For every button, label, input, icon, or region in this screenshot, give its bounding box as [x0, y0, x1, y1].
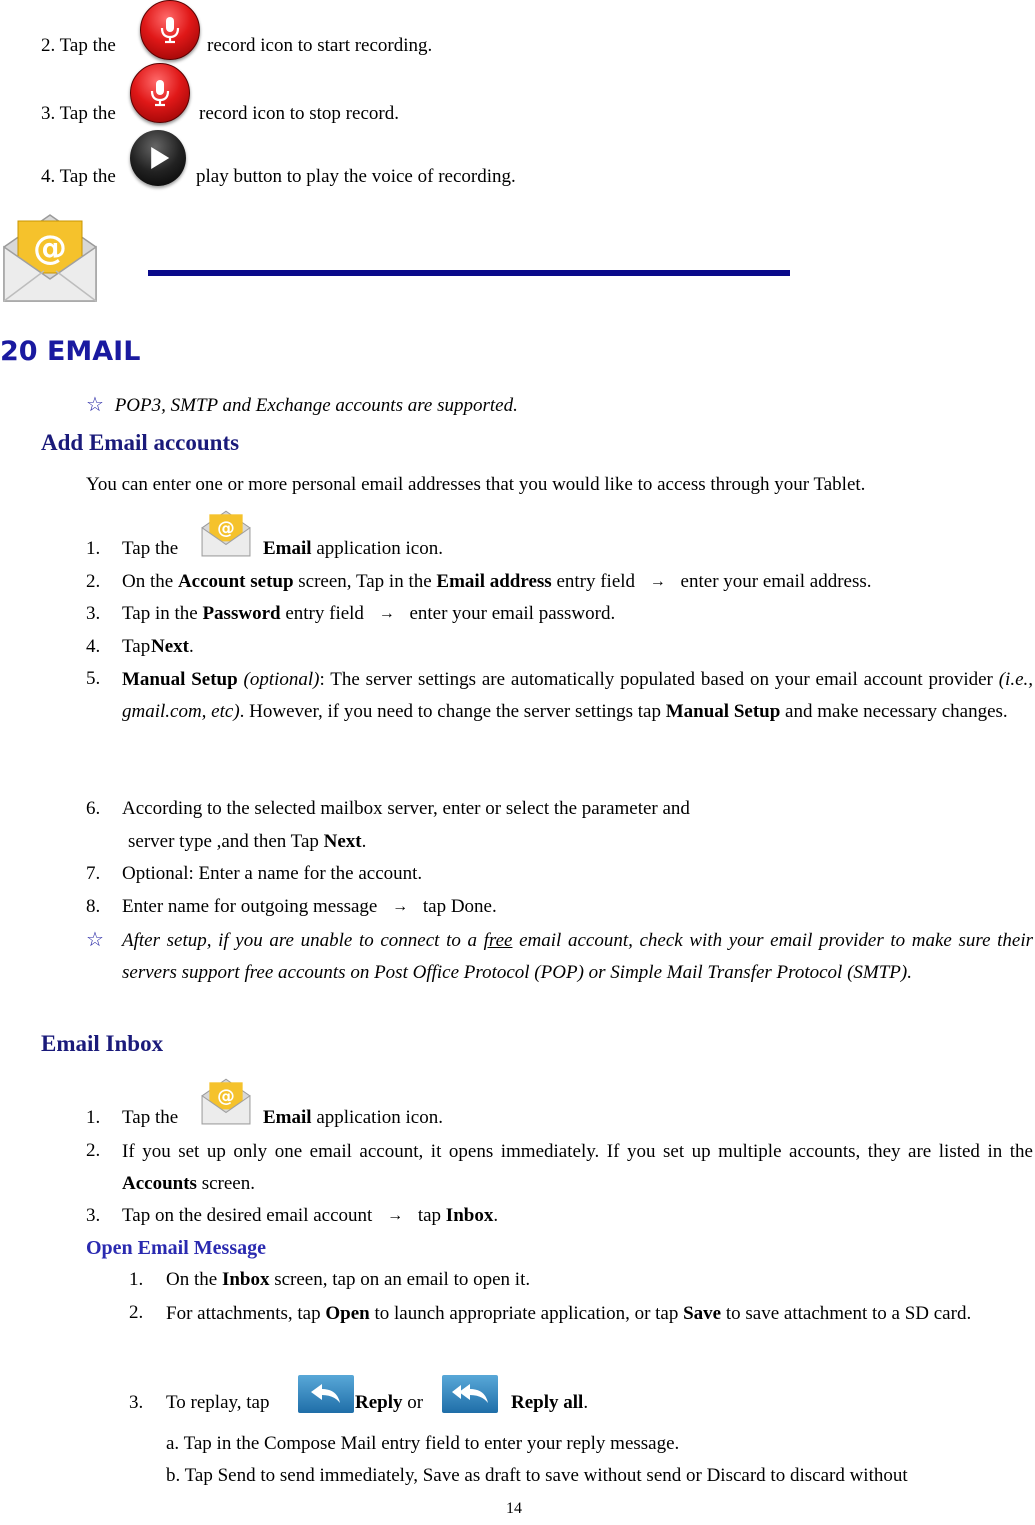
arrow-icon: → — [649, 573, 666, 590]
add-step-2: On the Account setup screen, Tap in the Email address entry field → enter your email address. — [122, 571, 872, 592]
inbox-step-1: Tap the — [122, 1107, 179, 1128]
svg-text:@: @ — [217, 1087, 235, 1108]
email-app-icon — [200, 507, 252, 557]
step-stop-recording: 3. Tap the — [41, 103, 116, 124]
open-step-2: For attachments, tap Open to launch appropriate application, or tap Save to save attachment to a SD card. — [166, 1303, 972, 1324]
step-start-recording-text: record icon to start recording. — [207, 35, 433, 56]
step-play-recording: 4. Tap the — [41, 166, 116, 187]
reply-substep-a: a. Tap in the Compose Mail entry field to enter your reply message. — [166, 1433, 680, 1454]
add-accounts-heading: Add Email accounts — [41, 430, 240, 455]
add-step-5: Manual Setup (optional): The server settings are automatically populated based on your email account provider (i.e., gmail.com, etc). However, if you need to change the server settings tap Manual Setup and make necessary changes. — [122, 669, 1034, 722]
inbox-step-3: Tap on the desired email account → tap Inbox. — [122, 1205, 499, 1226]
section-title: 20 EMAIL — [0, 336, 141, 367]
page-number: 14 — [506, 1500, 522, 1517]
open-step-3: To replay, tap — [166, 1392, 270, 1413]
open-message-heading: Open Email Message — [86, 1237, 266, 1259]
inbox-heading: Email Inbox — [41, 1031, 164, 1056]
svg-text:@: @ — [217, 519, 235, 540]
add-step-4: Tap Next. — [122, 636, 194, 657]
arrow-icon: → — [387, 1207, 404, 1224]
inbox-step-2: If you set up only one email account, it opens immediately. If you set up multiple accounts, they are listed in the Accounts screen. — [122, 1141, 1033, 1194]
add-step-7: Optional: Enter a name for the account. — [122, 863, 423, 884]
arrow-icon: → — [392, 898, 409, 915]
step-start-recording: 2. Tap the — [41, 35, 116, 56]
support-note: ☆ POP3, SMTP and Exchange accounts are supported. — [86, 394, 518, 416]
play-icon — [130, 130, 186, 186]
reply-substep-b: b. Tap Send to send immediately, Save as draft to save without send or Discard to discard without — [166, 1465, 908, 1486]
email-envelope-icon — [0, 207, 100, 307]
add-step-6-line2: server type ,and then Tap Next. — [128, 831, 367, 852]
arrow-icon: → — [378, 605, 395, 622]
section-divider — [148, 270, 790, 276]
step-play-recording-text: play button to play the voice of recording. — [196, 166, 516, 187]
star-icon: ☆ — [86, 929, 104, 951]
email-app-icon — [200, 1075, 252, 1125]
reply-all-icon — [442, 1375, 498, 1413]
record-icon — [140, 0, 200, 60]
add-step-6: According to the selected mailbox server, enter or select the parameter and — [122, 798, 690, 819]
step-stop-recording-text: record icon to stop record. — [199, 103, 399, 124]
star-icon: ☆ — [86, 394, 104, 416]
add-step-3: Tap in the Password entry field → enter your email password. — [122, 603, 616, 624]
setup-note: After setup, if you are unable to connect to a free email account, check with your email provider to make sure their servers support free accounts on Post Office Protocol (POP) or Simple Mail Transfer Protocol (SMTP). — [122, 930, 1034, 983]
add-accounts-intro: You can enter one or more personal email addresses that you would like to access through your Tablet. — [86, 474, 866, 495]
add-step-1: Tap the — [122, 538, 179, 559]
add-step-8: Enter name for outgoing message → tap Done. — [122, 896, 497, 917]
reply-icon — [298, 1375, 354, 1413]
open-step-1: On the Inbox screen, tap on an email to open it. — [166, 1269, 531, 1290]
record-icon — [130, 63, 190, 123]
svg-text:@: @ — [33, 228, 67, 268]
